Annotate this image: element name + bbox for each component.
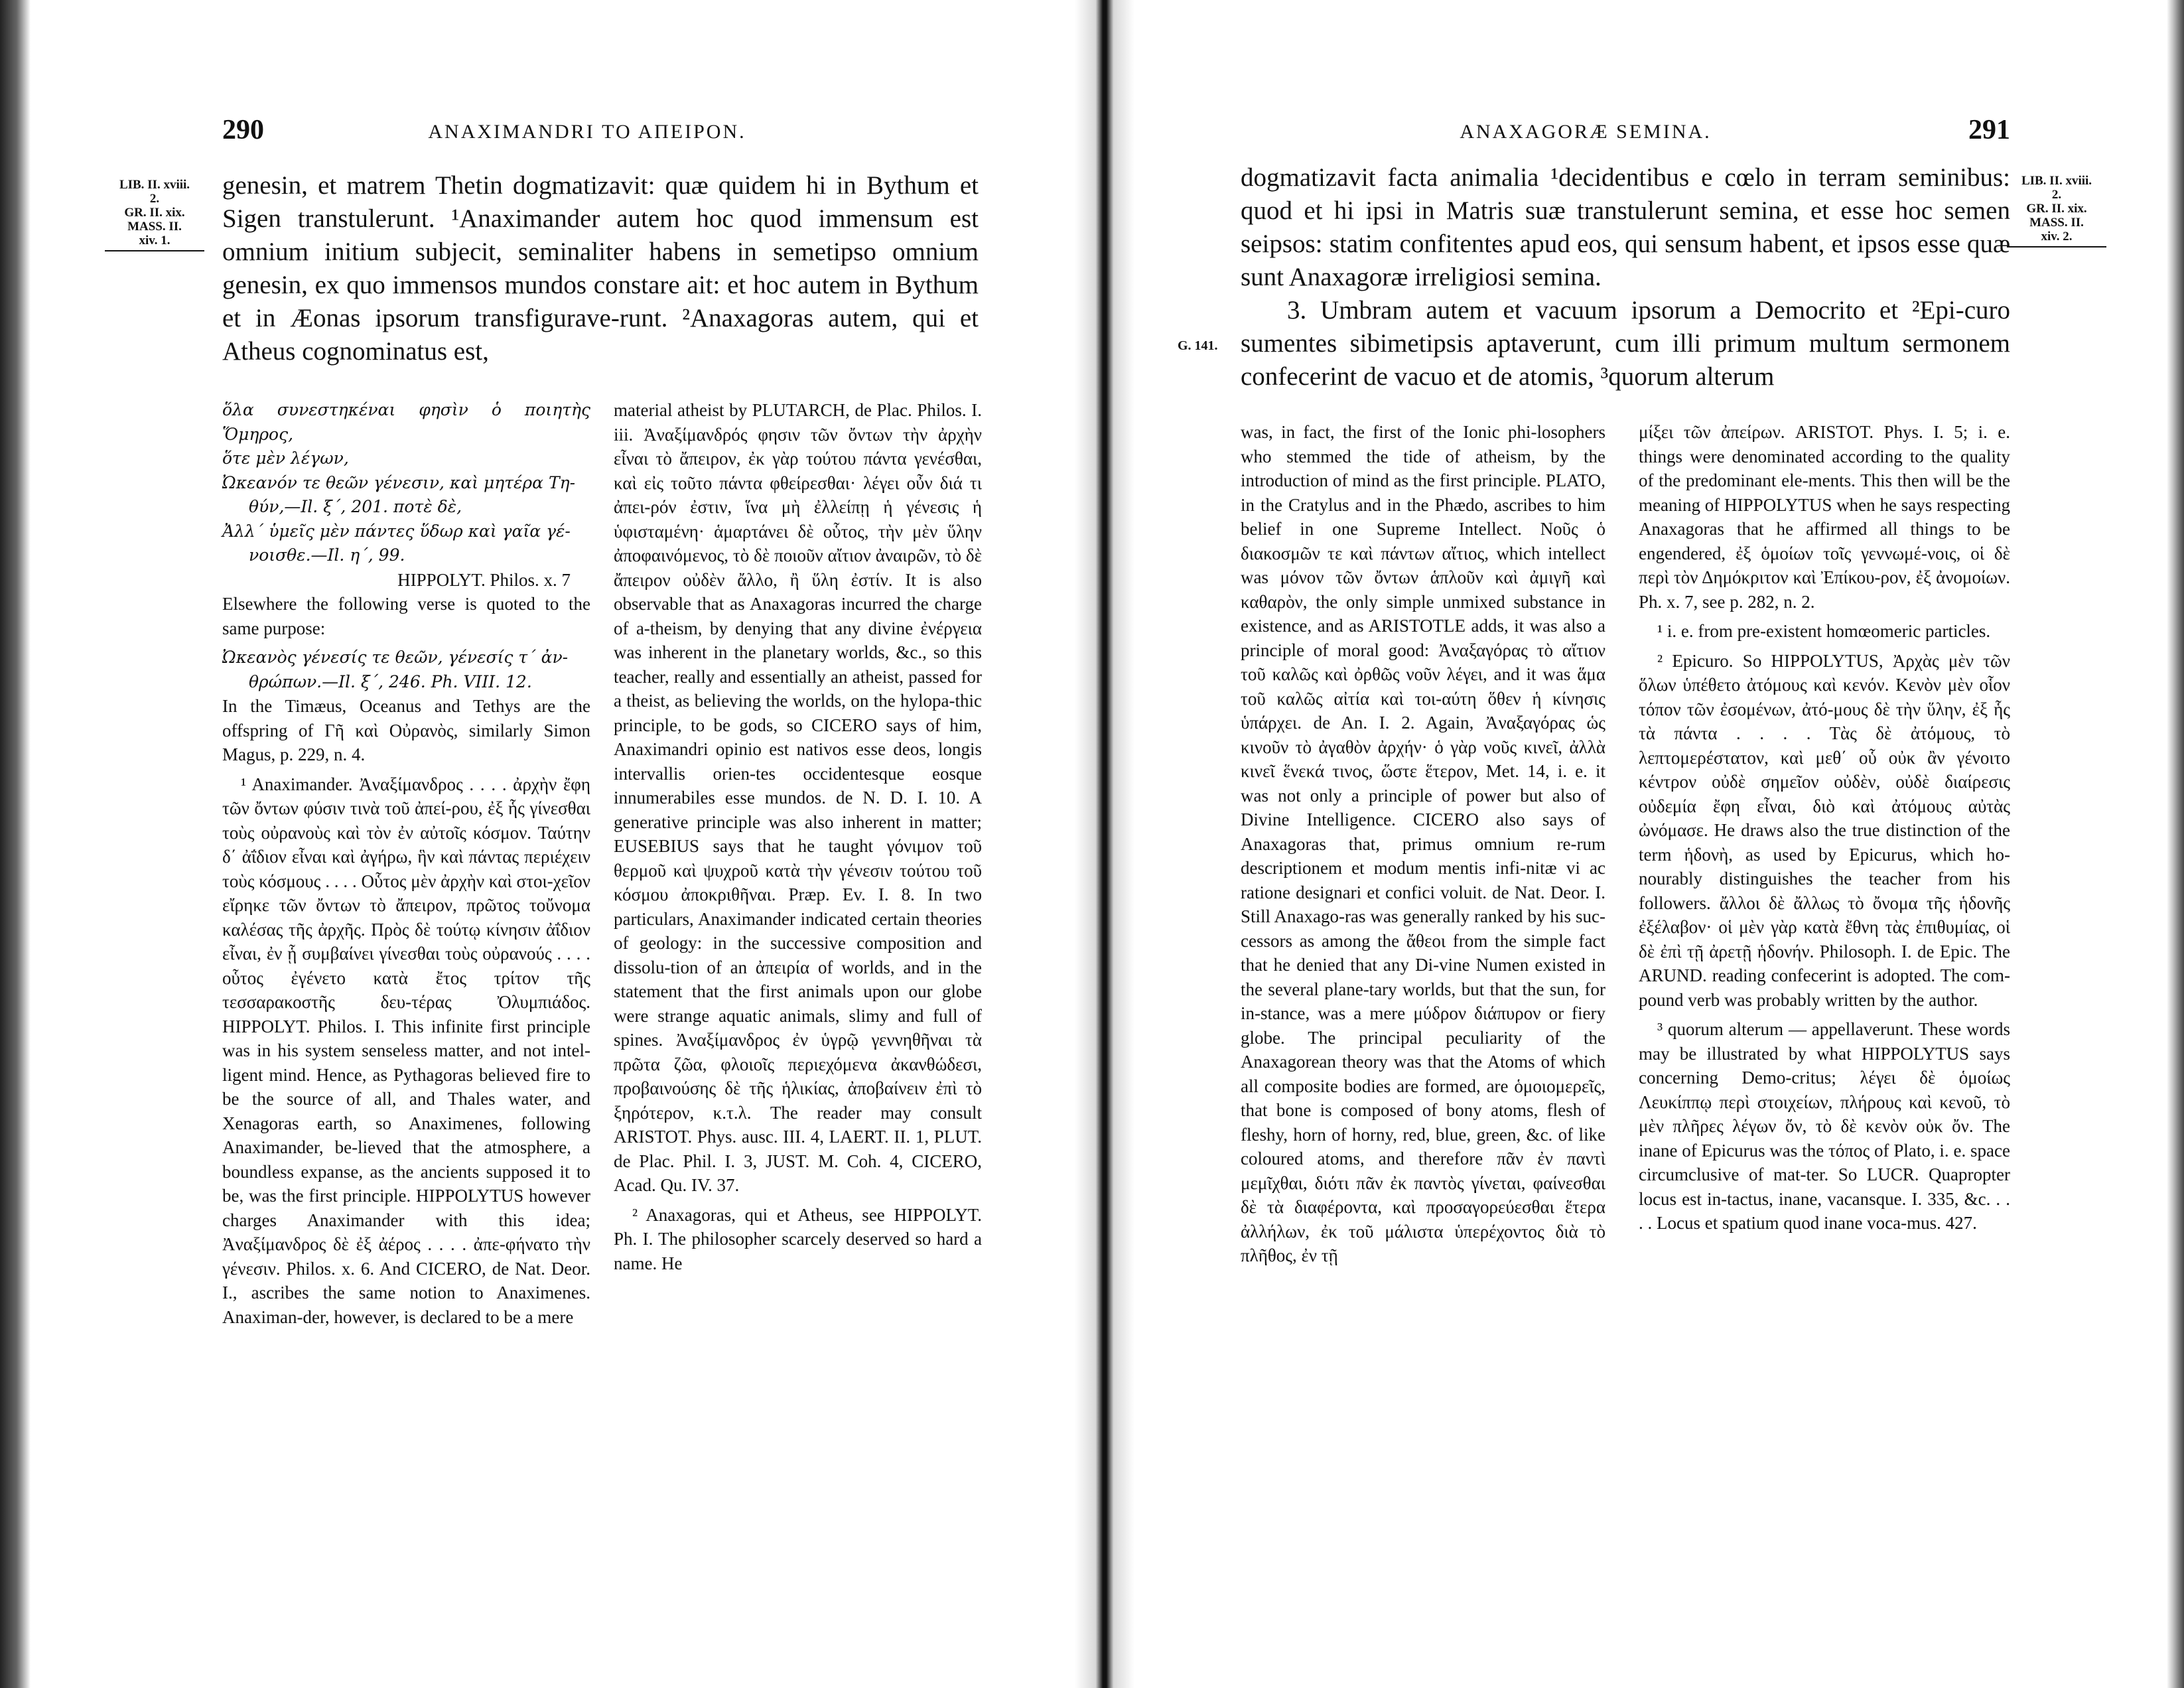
side-ref-line: LIB. II. xviii. <box>2021 174 2092 188</box>
quote-attribution: HIPPOLYT. Philos. x. 7 <box>397 569 571 590</box>
main-paragraph: dogmatizavit facta animalia ¹decidentibus e cœlo in terram seminibus: quod et hi ipsi in Matris suæ transtulerunt semina, et esse hoc semen seipsos: statim confitentes apud eos, qui sensum habent, et ipsos esse quæ sunt Anaxagoræ irreligiosi semina. <box>1241 163 2010 291</box>
footnote-continuation: material atheist by PLUTARCH, de Plac. Philos. I. iii. Ἀναξίμανδρός φησιν τῶν ὄντων τὴν ἀρχὴν εἶναι τὸ ἄπειρον, ἐκ γὰρ τούτου πάντα γενέσθαι, καὶ εἰς τοῦτο πάντα φθείρεσθαι· λέγει οὖν διά τι ἀπει-ρόν ἐστιν, ἵνα μὴ ἐλλείπῃ ἡ γένεσις ἡ ὑφισταμένη· ἁμαρτάνει δὲ οὗτος, τὴν μὲν ὕλην ἀποφαινόμενος, τὸ δὲ ποιοῦν αἴτιον ἀναιρῶν, τὸ δὲ ἄπειρον οὐδὲν ἄλλο, ἢ ὕλη ἐστίν. It is also observable that as Anaxagoras incurred the charge of a-theism, by denying that any divine ἐνέργεια was inherent in the planetary worlds, &c., so this teacher, really and essentially an atheist, passed for a theist, as believing the worlds, on the hylopa-thic principle, to be gods, so CICERO says of him, Anaximandri opinio est nativos esse deos, longis intervallis orien-tes occidentesque eosque innumerabiles esse mundos. de N. D. I. 10. A generative principle was also inherent in matter; EUSEBIUS says that he taught γόνιμον τοῦ θερμοῦ καὶ ψυχροῦ κατὰ τὴν γένεσιν τούτου τοῦ κόσμου ἀποκριθῆναι. Præp. Ev. I. 8. In two particulars, Anaximander indicated certain theories of geology: in the successive composition and dissolu-tion of an ἀπειρία of worlds, and in the statement that the first animals upon our globe were strange aquatic animals, slimy and full of spines. Ἀναξίμανδρος ἐν ὑγρῷ γεννηθῆναι τὰ πρῶτα ζῶα, φλοιοῖς περιεχόμενα ἀκανθώδεσι, προβαινούσης δὲ τῆς ἡλικίας, ἀποβαίνειν ἐπὶ τὸ ξηρότερον, κ.τ.λ. The reader may consult ARISTOT. Phys. ausc. III. 4, LAERT. II. 1, PLUT. de Plac. Phil. I. 3, JUST. M. Coh. 4, CICERO, Acad. Qu. IV. 37. <box>614 400 982 1195</box>
running-title: ANAXIMANDRI ΤΟ ΑΠΕΙΡΟΝ. <box>428 121 746 143</box>
footnote-paragraph: Elsewhere the following verse is quoted to the same purpose: <box>222 594 590 638</box>
page-number: 291 <box>1968 115 2010 145</box>
footnote-2: ² Epicuro. So HIPPOLYTUS, Ἀρχὰς μὲν τῶν ὅλων ὑπέθετο ἀτόμους καὶ κενόν. Κενὸν μὲν οἷον τόπον τῶν ἐσομένων, ἀτό-μους δὲ τὴν ὕλην, ἐξ ἧς τὰ πάντα . . . . Τὰς δὲ ἀτόμους, τὸ λεπτομερέστατον, καὶ μεθ΄ οὗ οὐκ ἂν γένοιτο κέντρον οὐδὲ σημεῖον οὐδὲν, οὐδὲ διαίρεσις οὐδεμία ἔφη εἶναι, διὸ καὶ ἀτόμους αὐτὰς ὠνόμασε. He draws also the true distinction of the term ἡδονὴ, as used by Epicurus, which ho-nourably distinguishes the teacher from his followers. ἄλλοι δὲ ἄλλως τὸ ὄνομα τῆς ἡδονῆς ἐξέλαβον· οἱ μὲν γὰρ κατὰ ἔθνη τὰς ἐπιθυμίας, οἱ δὲ ἐπὶ τῇ ἀρετῇ ἡδονήν. Philosoph. I. de Epic. The ARUND. reading confecerint is adopted. The com-pound verb was probably written by the author. <box>1639 650 2010 1010</box>
footnote-1: ¹ i. e. from pre-existent homœomeric particles. <box>1657 621 1991 641</box>
footnote-1: ¹ Anaximander. Ἀναξίμανδρος . . . . ἀρχὴν ἔφη τῶν ὄντων φύσιν τινὰ τοῦ ἀπεί-ρου, ἐξ ἧς γίνεσθαι τοὺς οὐρανοὺς καὶ τὸν ἐν αὐτοῖς κόσμον. Ταύτην δ΄ ἀΐδιον εἶναι καὶ ἀγήρω, ἣν καὶ πάντας περιέχειν τοὺς κόσμους . . . . Οὗτος μὲν ἀρχὴν καὶ στοι-χεῖον εἴρηκε τῶν ὄντων τὸ ἄπειρον, πρῶτος τοὔνομα καλέσας τῆς ἀρχῆς. Πρὸς δὲ τούτῳ κίνησιν ἀΐδιον εἶναι, ἐν ᾗ συμβαίνει γίνεσθαι τοὺς οὐρανούς . . . . οὗτος ἐγένετο κατὰ ἔτος τρίτον τῆς τεσσαρακοστῆς δευ-τέρας Ὀλυμπιάδος. HIPPOLYT. Philos. I. This infinite first principle was in his system senseless matter, and not intel-ligent mind. Hence, as Pythagoras believed fire to be the source of all, and Thales water, and Xenagoras earth, so Anaximenes, following Anaximander, be-lieved that the atmosphere, a boundless expanse, as the ancients supposed it to be, was the first principle. HIPPOLYTUS however charges Anaximander with this idea; Ἀναξίμανδρος δὲ ἐξ ἀέρος . . . . ἀπε-φήνατο τὴν γένεσιν. Philos. x. 6. And CICERO, de Nat. Deor. I., ascribes the same notion to Anaximenes. Anaximan-der, however, is declared to be a mere <box>222 774 590 1327</box>
side-ref-line: GR. II. xix. <box>2026 202 2087 216</box>
side-reference <box>2007 174 2106 247</box>
greek-quote-line: θύν,—Il. ξ΄, 201. ποτὲ δὲ, <box>249 497 462 516</box>
footnotes-column-1 <box>1241 420 1605 1273</box>
greek-quote-line: νοισθε.—Il. η΄, 99. <box>249 545 405 565</box>
page-edge-right <box>2167 0 2184 1688</box>
footnotes-column-2 <box>614 398 982 1281</box>
side-ref-line: MASS. II. <box>127 220 182 234</box>
g-reference: G. 141. <box>1178 338 1218 353</box>
side-ref-line: MASS. II. <box>2029 216 2084 230</box>
greek-quote-line: ὅλα συνεστηκέναι φησὶν ὁ ποιητὴς Ὅμηρος, <box>222 400 590 444</box>
footnotes-column-1 <box>222 398 590 1334</box>
page-number: 290 <box>222 115 264 145</box>
greek-quote-line: Ἀλλ΄ ὑμεῖς μὲν πάντες ὕδωρ καὶ γαῖα γέ- <box>222 521 571 541</box>
side-ref-line: GR. II. xix. <box>124 206 185 220</box>
main-latin-text <box>1241 161 2010 393</box>
footnote-2: ² Anaxagoras, qui et Atheus, see HIPPOLYT. Ph. I. The philosopher scarcely deserved so hard a name. He <box>614 1204 982 1273</box>
footnote-paragraph: In the Timæus, Oceanus and Tethys are the offspring of Γῆ καὶ Οὐρανὸς, similarly Simon Magus, p. 229, n. 4. <box>222 696 590 764</box>
book-gutter <box>1075 0 1134 1688</box>
running-head <box>106 114 989 154</box>
greek-quote-line: Ὠκεανόν τε θεῶν γένεσιν, καὶ μητέρα Τη- <box>222 472 576 492</box>
side-ref-rule <box>105 250 204 251</box>
footnote-3: ³ quorum alterum — appellaverunt. These words may be illustrated by what HIPPOLYTUS says concerning Demo-critus; λέγει δὲ ὁμοίως Λευκίππῳ περὶ στοιχείων, πλήρους καὶ κενοῦ, τὸ μὲν πλῆρες λέγων ὄν, τὸ δὲ κενὸν οὐκ ὄν. The inane of Epicurus was the τόπος of Plato, i. e. space circumclusive of mat-ter. So LUCR. Quapropter locus est in-tactus, inane, vacansque. I. 335, &c. . . . . Locus et spatium quod inane voca-mus. 427. <box>1639 1019 2010 1233</box>
greek-quote-line: ὅτε μὲν λέγων, <box>222 449 349 468</box>
main-latin-text: genesin, et matrem Thetin dogmatizavit: quæ quidem hi in Bythum et Sigen transtulerunt. ¹Anaximander autem hoc quod immensum est omnium initium subjecit, seminaliter habens in semetipso omnium genesin, ex quo immensos mundos constare ait: et hoc autem in Bythum et in Æonas ipsorum transfigurave-runt. ²Anaxagoras autem, qui et Atheus cognominatus est, <box>222 171 979 366</box>
greek-quote-line: Ὠκεανὸς γένεσίς τε θεῶν, γένεσίς τ΄ ἀν- <box>222 648 569 667</box>
side-ref-line: LIB. II. xviii. <box>119 178 190 192</box>
running-head <box>1241 114 2010 154</box>
main-paragraph-section-3: 3. Umbram autem et vacuum ipsorum a Democrito et ²Epi-curo sumentes sibimetipsis aptaverunt, cum illi primum multum sermonem confecerint de vacuo et de atomis, ³quorum alterum <box>1241 296 2010 391</box>
greek-quote-line: θρώπων.—Il. ξ΄, 246. Ph. VIII. 12. <box>249 671 532 691</box>
side-reference <box>105 178 204 251</box>
right-page <box>1178 0 2092 1688</box>
side-ref-line: xiv. 2. <box>2041 230 2073 244</box>
left-page <box>106 0 989 1688</box>
footnote-continuation: μίξει τῶν ἀπείρων. ARISTOT. Phys. I. 5; i. e. things were denominated according to the quality of the predominant ele-ments. This then will be the meaning of HIPPOLYTUS when he says respecting Anaxagoras that he affirmed all things to be engendered, ἐξ ὁμοίων τοῖς γεννωμέ-νοις, οἱ δὲ περὶ τὸν Δημόκριτον καὶ Ἐπίκου-ρον, ἐξ ἀνομοίων. Ph. x. 7, see p. 282, n. 2. <box>1639 422 2010 612</box>
side-ref-line: 2. <box>2051 188 2062 202</box>
side-ref-line: xiv. 1. <box>139 234 171 247</box>
page-edge-left <box>0 0 31 1688</box>
side-ref-line: 2. <box>149 192 160 206</box>
footnote-continuation: was, in fact, the first of the Ionic phi-losophers who stemmed the tide of atheism, by the introduction of mind as the first principle. PLATO, in the Cratylus and in the Phædo, ascribes to him belief in one Supreme Intellect. Νοῦς ὁ διακοσμῶν τε καὶ πάντων αἴτιος, which intellect was μόνον τῶν ὄντων ἁπλοῦν καὶ ἀμιγῆ καὶ καθαρὸν, the only simple unmixed substance in existence, and as ARISTOTLE adds, it was also a principle of moral good: Ἀναξαγόρας τὸ αἴτιον τοῦ καλῶς καὶ ὀρθῶς νοῦν λέγει, and it was ἅμα τοῦ καλῶς αἰτία καὶ τοι-αύτη ὅθεν ἡ κίνησις ὑπάρχει. de An. I. 2. Again, Ἀναξαγόρας ὡς κινοῦν τὸ ἀγαθὸν ἀρχήν· ὁ γὰρ νοῦς κινεῖ, ἀλλὰ κινεῖ ἕνεκά τινος, ὥστε ἕτερον, Met. 14, i. e. it was not only a principle of power but also of Divine Intelligence. CICERO also says of Anaxagoras that, primus omnium re-rum descriptionem et modum mentis infi-nitæ vi ac ratione designari et confici voluit. de Nat. Deor. I. Still Anaxago-ras was generally ranked by his suc-cessors as among the ἄθεοι from the simple fact that he denied that any Di-vine Numen existed in the several plane-tary worlds, but that the sun, for in-stance, was a mere μύδρον διάπυρον or fiery globe. The principal peculiarity of the Anaxagorean theory was that the Atoms of which all composite bodies are formed, are ὁμοιομερεῖς, that bone is composed of bony atoms, flesh of fleshy, horn of horny, red, blue, green, &c. of like coloured atoms, and therefore πᾶν ἐν παντὶ μεμῖχθαι, διότι πᾶν ἐκ παντὸς γίνεται, φαίνεσθαι δὲ τὰ διαφέροντα, καὶ προσαγορεύεσθαι ἕτερα ἀλλήλων, ἐκ τοῦ μάλιστα ὑπερέχοντος διὰ τὸ πλῆθος, ἐν τῇ <box>1241 422 1605 1265</box>
side-ref-rule <box>2007 246 2106 247</box>
footnotes-column-2 <box>1639 420 2010 1241</box>
running-title: ANAXAGORÆ SEMINA. <box>1460 121 1712 143</box>
